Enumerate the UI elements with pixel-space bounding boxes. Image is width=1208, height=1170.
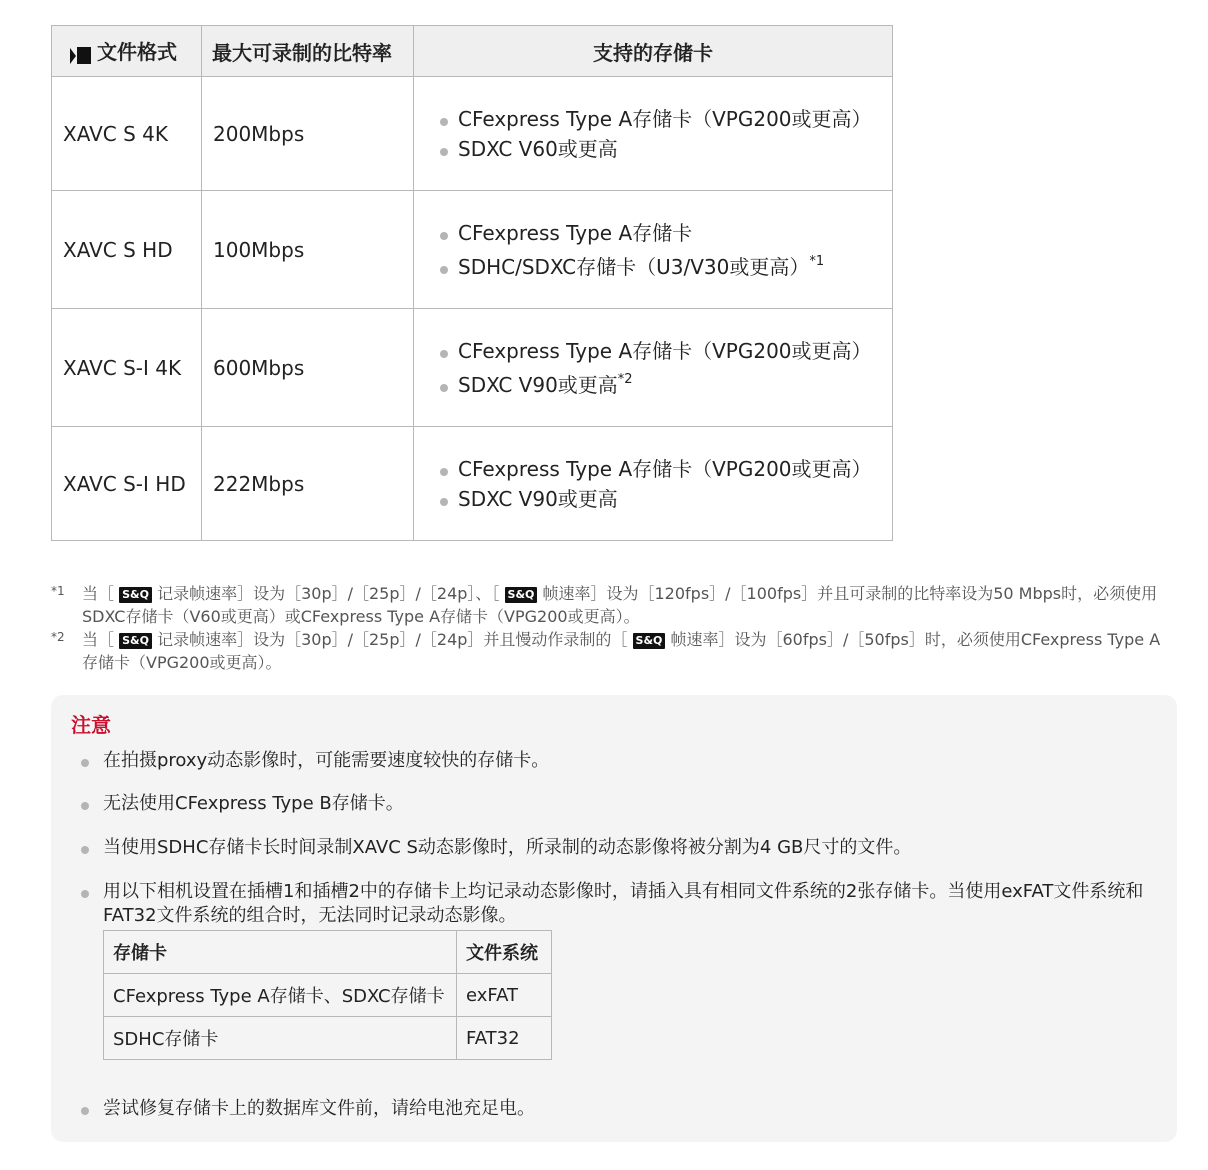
note-item: 尝试修复存储卡上的数据库文件前，请给电池充足电。: [103, 1098, 535, 1119]
footnote-mark: *2: [51, 630, 65, 644]
card-list-item-text: SDXC V90或更高: [458, 372, 618, 397]
table-row: [52, 191, 893, 309]
bitrate-cell: 100Mbps: [202, 191, 414, 309]
file-system-table: [103, 930, 552, 1060]
table-row: [52, 309, 893, 427]
footnote-text: 记录帧速率］设为［30p］/［25p］/［24p］、［: [157, 584, 500, 603]
file-system-cell: FAT32: [457, 1017, 552, 1060]
footnote-1: [51, 582, 1176, 628]
format-cell: XAVC S-I 4K: [52, 309, 202, 427]
table-row: [52, 427, 893, 541]
footnote-text: 帧速率］设为［60fps］/［50fps］时，必须使用CFexpress Type A存储卡（VPG200或更高）。: [82, 630, 1161, 672]
footnote-2: [51, 628, 1176, 674]
footnote-ref-1: *1: [809, 253, 825, 269]
footnote-ref-2: *2: [617, 371, 633, 387]
format-cell: XAVC S-I HD: [52, 427, 202, 541]
cards-cell: [414, 309, 893, 427]
card-list-item: CFexpress Type A存储卡（VPG200或更高）: [440, 336, 892, 366]
footnote-text: 帧速率］设为［120fps］/［100fps］并且可录制的比特率设为50 Mbps时，必须使用SDXC存储卡（V60或更高）或CFexpress Type A存储卡（VPG200或更高）。: [82, 584, 1158, 626]
card-list-item: CFexpress Type A存储卡（VPG200或更高）: [440, 104, 892, 134]
header-file-system: 文件系统: [457, 931, 552, 974]
sq-mode-icon: S&Q: [633, 633, 666, 649]
bitrate-cell: 200Mbps: [202, 77, 414, 191]
card-list-item: CFexpress Type A存储卡: [440, 218, 892, 248]
bitrate-cell: 222Mbps: [202, 427, 414, 541]
cards-cell: [414, 77, 893, 191]
note-item: 无法使用CFexpress Type B存储卡。: [103, 793, 404, 814]
footnote-mark: *1: [51, 584, 65, 598]
cards-cell: [414, 191, 893, 309]
footnote-text: 当［: [82, 584, 115, 603]
sq-mode-icon: S&Q: [119, 633, 152, 649]
header-supported-cards: 支持的存储卡: [414, 26, 893, 77]
recording-format-table: [51, 25, 893, 541]
card-list-item: SDXC V60或更高: [440, 134, 892, 164]
note-item: 当使用SDHC存储卡长时间录制XAVC S动态影像时，所录制的动态影像将被分割为4 GB尺寸的文件。: [103, 837, 912, 858]
header-max-bitrate: 最大可录制的比特率: [202, 26, 414, 77]
table-row: [52, 77, 893, 191]
note-item: 用以下相机设置在插槽1和插槽2中的存储卡上均记录动态影像时，请插入具有相同文件系统的2张存储卡。当使用exFAT文件系统和FAT32文件系统的组合时，无法同时记录动态影像。: [103, 880, 1163, 928]
card-list-item: SDXC V90或更高: [440, 484, 892, 514]
note-title: 注意: [71, 713, 111, 737]
footnote-text: 记录帧速率］设为［30p］/［25p］/［24p］并且慢动作录制的［: [157, 630, 628, 649]
cards-cell: [414, 427, 893, 541]
note-box: [51, 695, 1177, 1142]
bitrate-cell: 600Mbps: [202, 309, 414, 427]
header-card: 存储卡: [104, 931, 457, 974]
format-cell: XAVC S HD: [52, 191, 202, 309]
card-list-item-text: SDHC/SDXC存储卡（U3/V30或更高）: [458, 254, 810, 279]
card-cell: CFexpress Type A存储卡、SDXC存储卡: [104, 974, 457, 1017]
card-list-item: [440, 252, 892, 282]
sq-mode-icon: S&Q: [119, 587, 152, 603]
card-list-item: CFexpress Type A存储卡（VPG200或更高）: [440, 454, 892, 484]
card-cell: SDHC存储卡: [104, 1017, 457, 1060]
footnote-text: 当［: [82, 630, 115, 649]
header-file-format-label: 文件格式: [97, 40, 177, 64]
table-row: [104, 1017, 552, 1060]
note-item: 在拍摄proxy动态影像时，可能需要速度较快的存储卡。: [103, 750, 550, 771]
footnotes: [51, 582, 1176, 674]
format-cell: XAVC S 4K: [52, 77, 202, 191]
card-list-item: [440, 370, 892, 400]
table-header-row: [52, 26, 893, 77]
header-file-format: [52, 26, 202, 77]
movie-mode-icon: [70, 42, 91, 66]
table-row: [104, 974, 552, 1017]
file-system-cell: exFAT: [457, 974, 552, 1017]
sq-mode-icon: S&Q: [505, 587, 538, 603]
table-header-row: [104, 931, 552, 974]
